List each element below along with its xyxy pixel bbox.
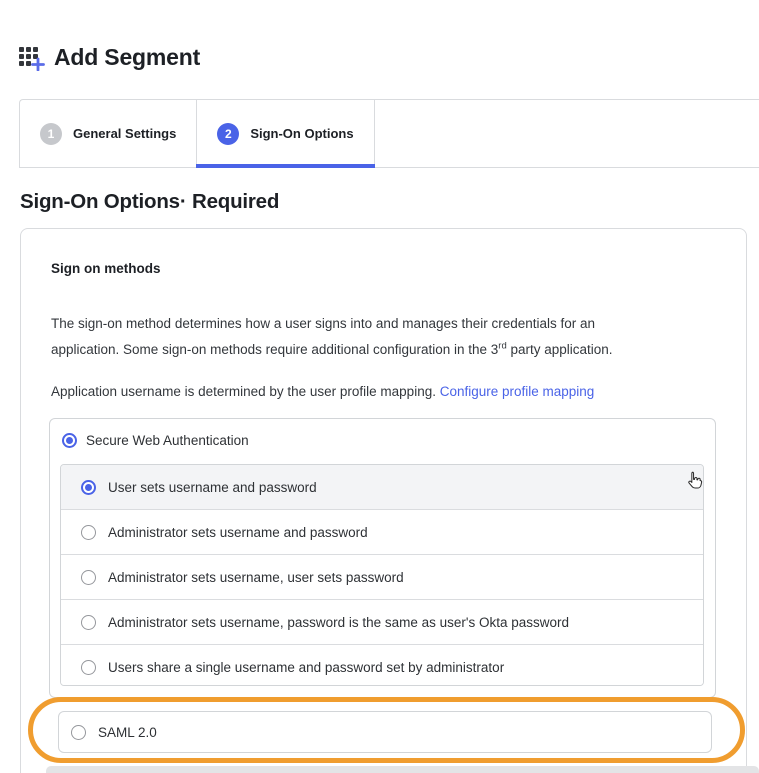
sub-option-row[interactable] [61, 599, 703, 644]
swa-radio-group [49, 418, 716, 698]
sign-on-methods-label: Sign on methods [51, 261, 161, 276]
next-card-top-edge [46, 766, 759, 773]
step-2-badge: 2 [217, 123, 239, 145]
radio-button-icon[interactable] [62, 433, 77, 448]
tab-general-settings[interactable] [20, 100, 197, 167]
swa-option-label: Secure Web Authentication [86, 433, 249, 448]
description-superscript: rd [498, 340, 507, 351]
radio-button-icon[interactable] [81, 570, 96, 585]
radio-button-icon[interactable] [81, 480, 96, 495]
saml-option-label: SAML 2.0 [98, 724, 157, 740]
section-heading: Sign-On Options· Required [20, 190, 280, 213]
sub-option-label: Users share a single username and password set by administrator [108, 659, 505, 675]
saml-option-row[interactable] [58, 711, 712, 753]
sign-on-description [51, 311, 665, 363]
wizard-tab-strip [19, 99, 759, 168]
username-note-text: Application username is determined by the user profile mapping. [51, 383, 440, 399]
configure-profile-mapping-link[interactable]: Configure profile mapping [439, 383, 595, 399]
sub-option-label: Administrator sets username, user sets password [108, 569, 404, 585]
radio-button-icon[interactable] [81, 615, 96, 630]
description-text: The sign-on method determines how a user signs into and manages their credentials for an application. Some sign-on methods require additional configuration in the 3 [51, 315, 596, 357]
page-title: Add Segment [54, 44, 201, 70]
username-note [51, 379, 691, 405]
tab-sign-on-options-label: Sign-On Options [250, 126, 354, 141]
sub-option-row[interactable] [61, 509, 703, 554]
sub-option-row[interactable] [61, 554, 703, 599]
tab-sign-on-options[interactable] [197, 100, 374, 167]
add-segment-icon [18, 44, 45, 71]
sub-option-label: User sets username and password [108, 479, 317, 495]
sign-on-options-panel [20, 228, 747, 773]
tab-general-settings-label: General Settings [73, 126, 177, 141]
description-text-end: party application. [506, 341, 613, 357]
radio-button-icon[interactable] [81, 660, 96, 675]
sub-option-label: Administrator sets username, password is the same as user's Okta password [108, 614, 570, 630]
swa-sub-options-list [60, 464, 704, 686]
page-header [18, 44, 200, 71]
radio-button-icon[interactable] [71, 725, 86, 740]
step-1-badge: 1 [40, 123, 62, 145]
sub-option-row[interactable] [61, 644, 703, 686]
radio-button-icon[interactable] [81, 525, 96, 540]
swa-option-row[interactable] [62, 433, 249, 448]
sub-option-label: Administrator sets username and password [108, 524, 368, 540]
sub-option-row[interactable] [61, 465, 703, 509]
